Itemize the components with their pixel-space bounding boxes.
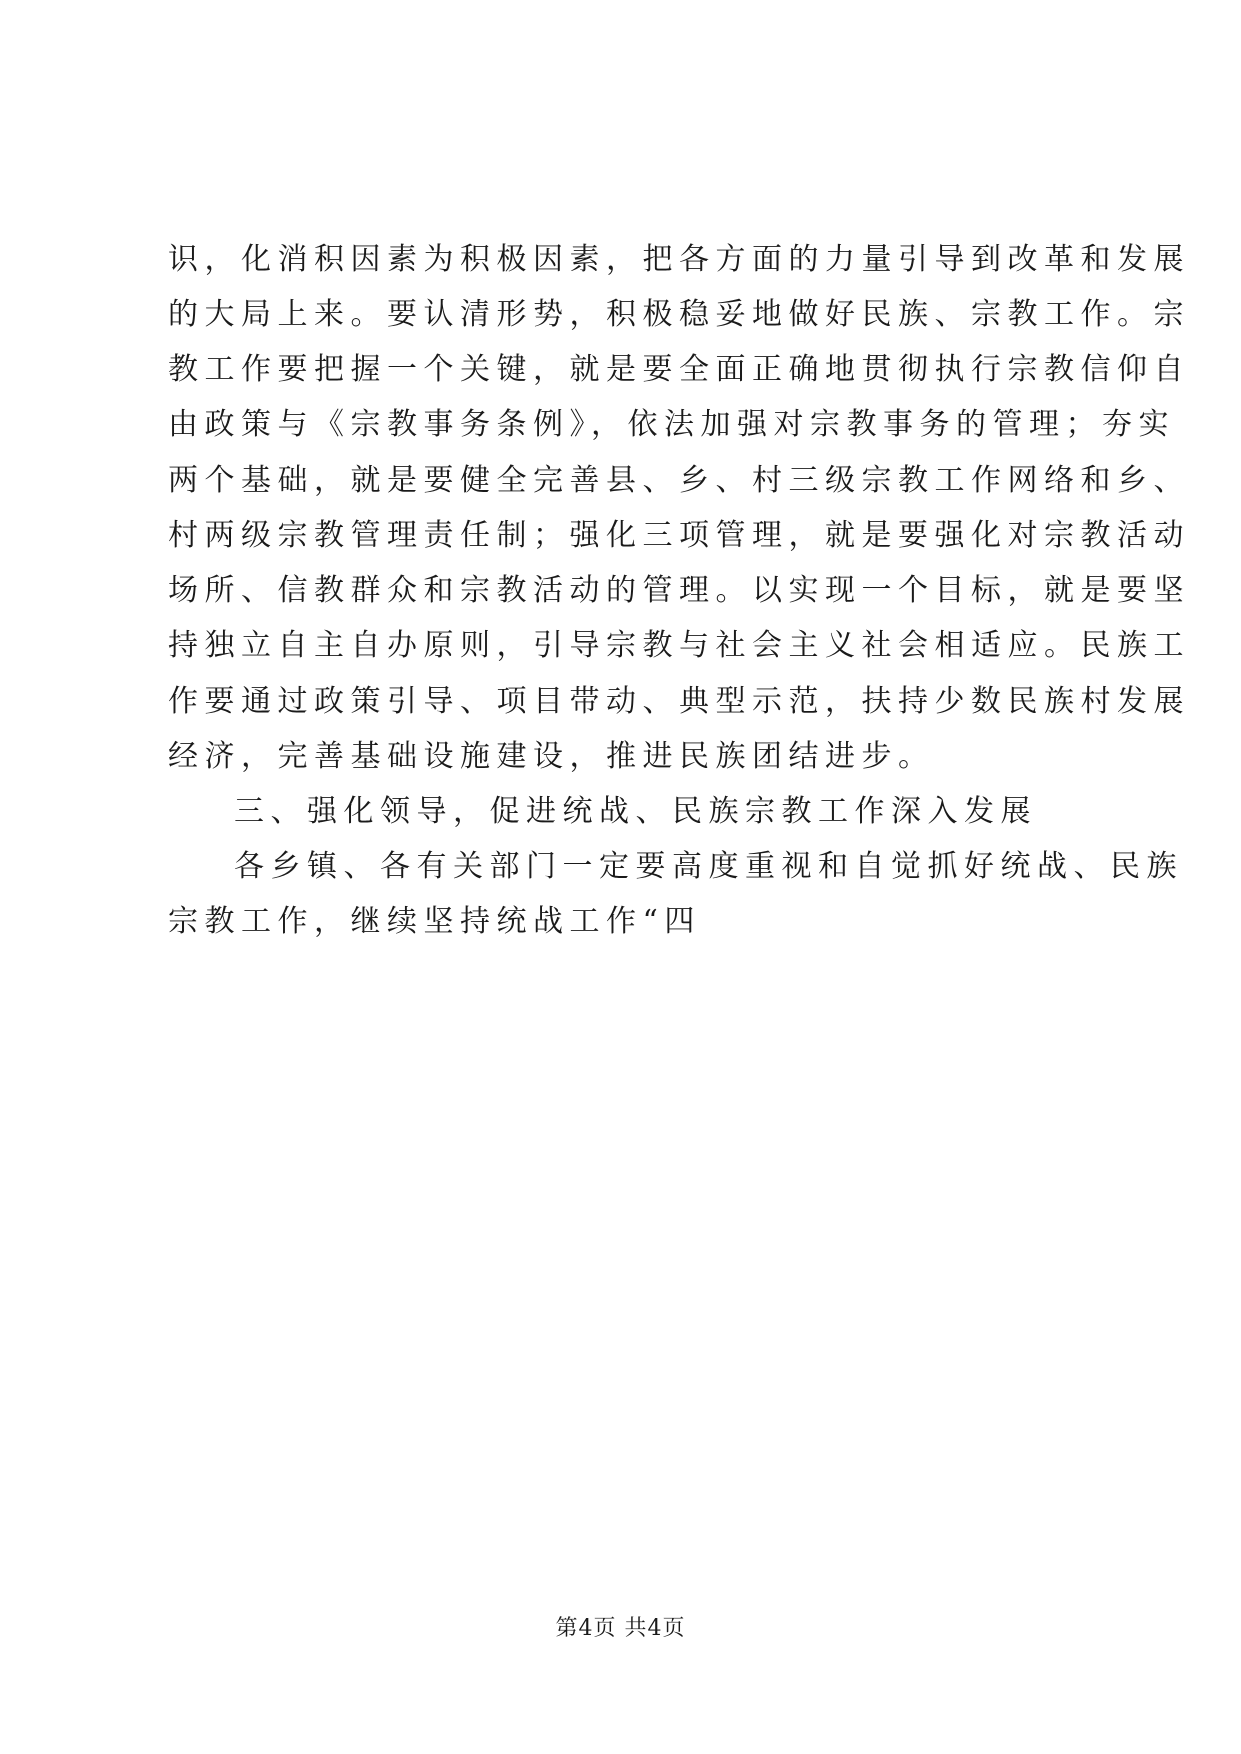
page-footer: 第4页 共4页 xyxy=(555,1616,686,1641)
body-text-line: 场所、信教群众和宗教活动的管理。以实现一个目标，就是要坚 xyxy=(168,573,1190,608)
section-heading: 三、强化领导，促进统战、民族宗教工作深入发展 xyxy=(234,794,1037,829)
body-text-line: 经济，完善基础设施建设，推进民族团结进步。 xyxy=(168,739,935,774)
body-text-line: 教工作要把握一个关键，就是要全面正确地贯彻执行宗教信仰自 xyxy=(168,352,1190,387)
body-text-line: 村两级宗教管理责任制；强化三项管理，就是要强化对宗教活动 xyxy=(168,518,1190,553)
body-text-line: 识，化消积因素为积极因素，把各方面的力量引导到改革和发展 xyxy=(168,242,1190,277)
body-text-line: 由政策与《宗教事务条例》，依法加强对宗教事务的管理；夯实 xyxy=(168,407,1175,442)
body-text-line: 的大局上来。要认清形势，积极稳妥地做好民族、宗教工作。宗 xyxy=(168,297,1190,332)
body-text-line: 作要通过政策引导、项目带动、典型示范，扶持少数民族村发展 xyxy=(168,684,1190,719)
body-text-line: 宗教工作，继续坚持统战工作“四 xyxy=(168,904,701,939)
paragraph-first-line: 各乡镇、各有关部门一定要高度重视和自觉抓好统战、民族 xyxy=(234,849,1183,884)
body-text-line: 两个基础，就是要健全完善县、乡、村三级宗教工作网络和乡、 xyxy=(168,463,1190,498)
body-text-line: 持独立自主自办原则，引导宗教与社会主义社会相适应。民族工 xyxy=(168,628,1190,663)
